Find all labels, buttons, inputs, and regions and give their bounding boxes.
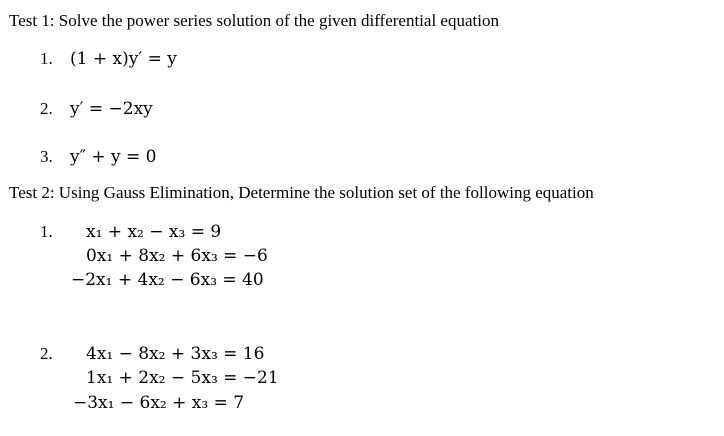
test1-item-2-equation: y′ = −2xy (70, 99, 153, 119)
test1-item-1-number: 1. (40, 49, 53, 68)
test2-system-1-number: 1. (40, 222, 53, 241)
test1-item-2-number: 2. (40, 99, 53, 118)
test1-item-3-equation: y″ + y = 0 (70, 147, 157, 167)
test2-system-2-equation-1: 4x₁ − 8x₂ + 3x₃ = 16 (86, 344, 265, 364)
test2-system-1-equation-3: −2x₁ + 4x₂ − 6x₃ = 40 (71, 270, 264, 290)
test2-system-2-number: 2. (40, 344, 53, 363)
test2-system-1-equation-2: 0x₁ + 8x₂ + 6x₃ = −6 (86, 246, 268, 266)
test2-heading: Test 2: Using Gauss Elimination, Determine the solution set of the following equation (9, 183, 594, 202)
test2-system-2-equation-3: −3x₁ − 6x₂ + x₃ = 7 (73, 393, 245, 413)
test1-item-1-equation: (1 + x)y′ = y (70, 49, 177, 69)
test2-system-1-equation-1: x₁ + x₂ − x₃ = 9 (86, 222, 222, 242)
test1-item-3-number: 3. (40, 147, 53, 166)
test1-heading: Test 1: Solve the power series solution of the given differential equation (9, 11, 499, 30)
test2-system-2-equation-2: 1x₁ + 2x₂ − 5x₃ = −21 (86, 368, 279, 388)
